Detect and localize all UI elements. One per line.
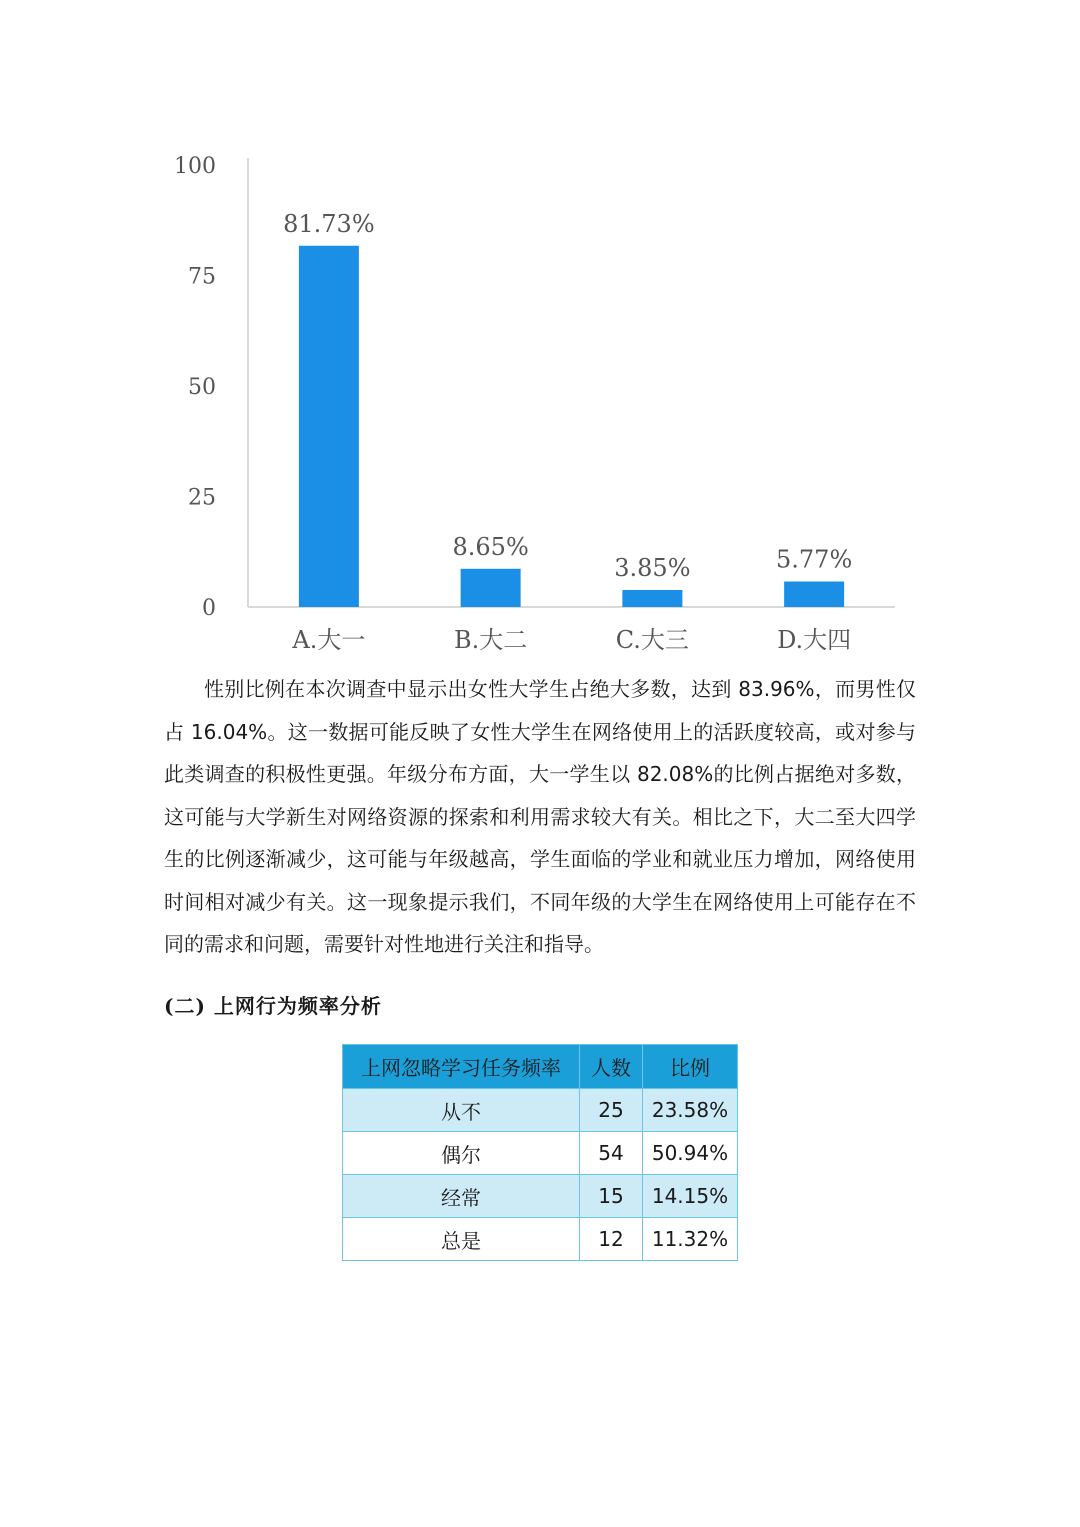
cell-frequency: 偶尔 [343, 1132, 580, 1175]
frequency-table [342, 1044, 738, 1261]
bar [784, 581, 844, 607]
cell-frequency: 经常 [343, 1175, 580, 1218]
cell-ratio: 50.94% [643, 1132, 738, 1175]
y-tick-label: 0 [202, 596, 216, 621]
table-row [343, 1218, 738, 1261]
x-category-label: A.大一 [292, 626, 366, 654]
cell-count: 25 [580, 1089, 643, 1132]
cell-count: 12 [580, 1218, 643, 1261]
bar [461, 569, 521, 607]
header-count: 人数 [580, 1045, 643, 1089]
table-row [343, 1175, 738, 1218]
data-label: 3.85% [614, 553, 691, 582]
cell-frequency: 总是 [343, 1218, 580, 1261]
data-label: 8.65% [452, 532, 529, 561]
table-header-row [343, 1045, 738, 1089]
y-tick-label: 50 [188, 375, 216, 400]
cell-ratio: 11.32% [643, 1218, 738, 1261]
section-heading: (二) 上网行为频率分析 [164, 994, 382, 1018]
y-tick-label: 75 [188, 264, 216, 290]
bar [299, 246, 359, 607]
analysis-paragraph: 性别比例在本次调查中显示出女性大学生占绝大多数，达到 83.96%，而男性仅占 16.04%。这一数据可能反映了女性大学生在网络使用上的活跃度较高，或对参与此类调查的积极性更强。年级分布方面，大一学生以 82.08%的比例占据绝对多数，这可能与大学新生对网络资源的探索和利用需求较大有关。相比之下，大二至大四学生的比例逐渐减少，这可能与年级越高，学生面临的学业和就业压力增加，网络使用时间相对减少有关。这一现象提示我们，不同年级的大学生在网络使用上可能存在不同的需求和问题，需要针对性地进行关注和指导。 [164, 677, 916, 956]
cell-count: 54 [580, 1132, 643, 1175]
cell-ratio: 23.58% [643, 1089, 738, 1132]
data-label: 81.73% [283, 209, 375, 238]
cell-count: 15 [580, 1175, 643, 1218]
x-category-label: D.大四 [777, 626, 852, 654]
data-label: 5.77% [776, 545, 853, 574]
bar-chart-svg [160, 130, 920, 665]
y-tick-label: 100 [174, 154, 216, 179]
header-frequency: 上网忽略学习任务频率 [343, 1045, 580, 1089]
table-row [343, 1089, 738, 1132]
x-category-label: B.大二 [453, 626, 528, 654]
bar [622, 590, 682, 607]
x-category-label: C.大三 [615, 626, 689, 654]
y-tick-label: 25 [188, 485, 216, 511]
header-ratio: 比例 [643, 1045, 738, 1089]
cell-frequency: 从不 [343, 1089, 580, 1132]
table-row [343, 1132, 738, 1175]
cell-ratio: 14.15% [643, 1175, 738, 1218]
grade-distribution-chart [160, 130, 920, 665]
